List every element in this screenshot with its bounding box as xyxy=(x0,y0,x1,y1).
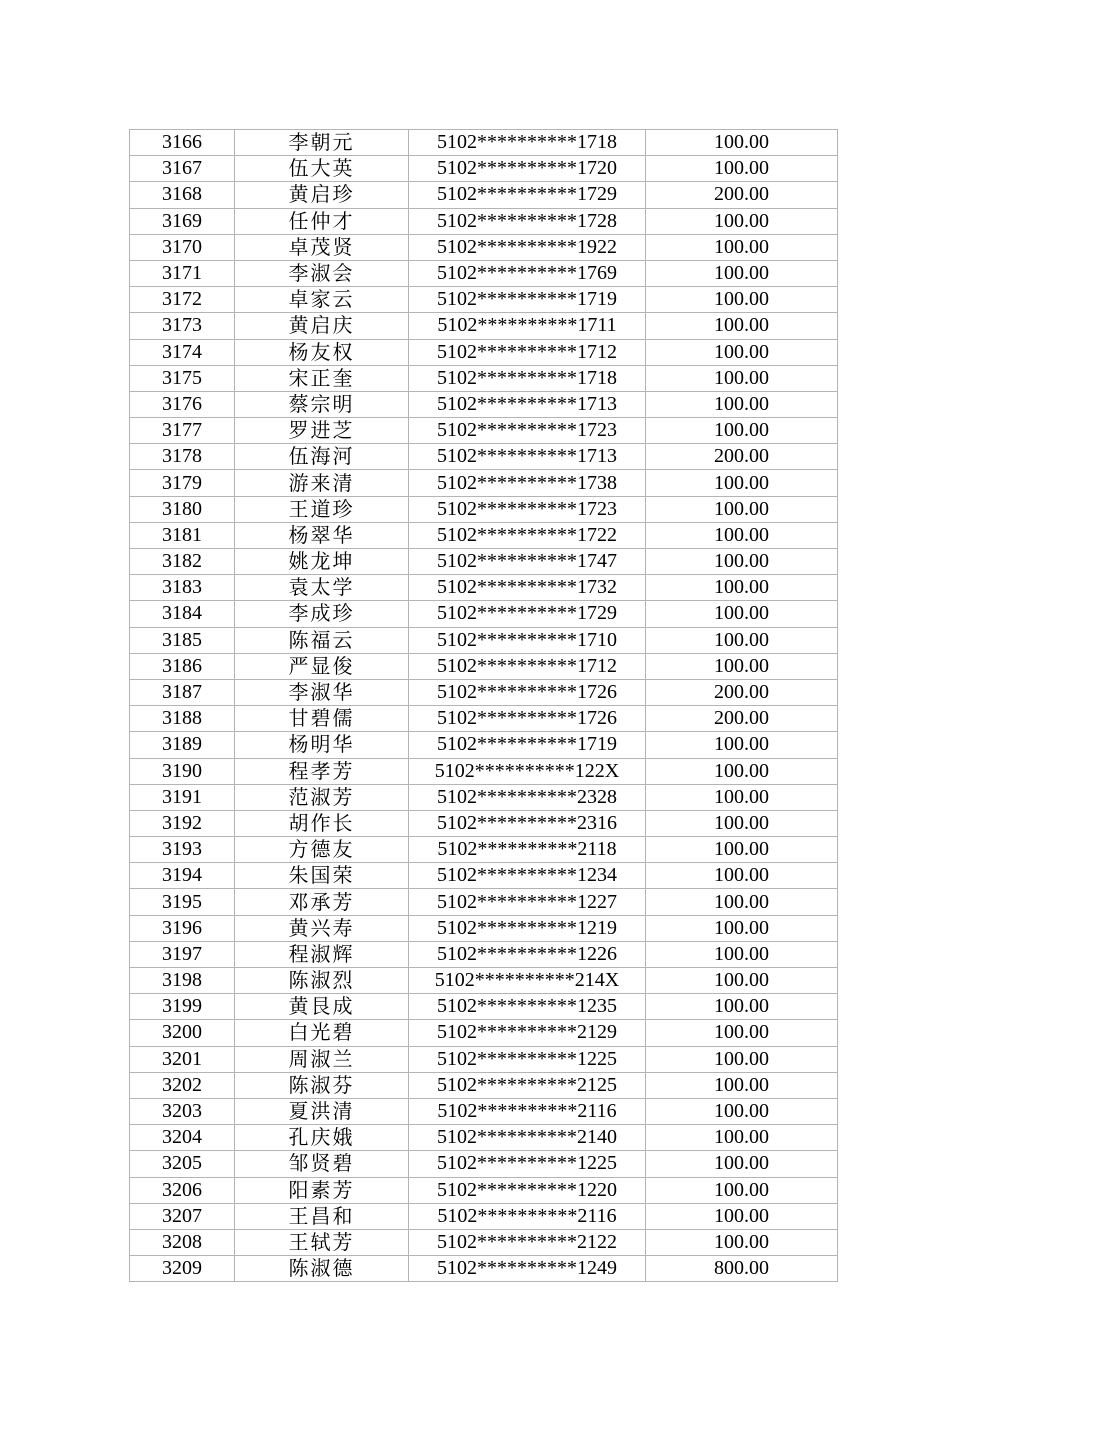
row-number-cell: 3177 xyxy=(130,418,235,444)
amount-cell: 100.00 xyxy=(646,810,838,836)
row-number-cell: 3189 xyxy=(130,732,235,758)
row-number-cell: 3172 xyxy=(130,287,235,313)
row-number-cell: 3196 xyxy=(130,915,235,941)
id-number-cell: 5102**********2316 xyxy=(409,810,646,836)
name-cell: 王轼芳 xyxy=(235,1229,409,1255)
table-row xyxy=(130,837,838,863)
id-number-cell: 5102**********1729 xyxy=(409,182,646,208)
id-number-cell: 5102**********1227 xyxy=(409,889,646,915)
name-cell: 黄兴寿 xyxy=(235,915,409,941)
amount-cell: 100.00 xyxy=(646,915,838,941)
id-number-cell: 5102**********2122 xyxy=(409,1229,646,1255)
row-number-cell: 3192 xyxy=(130,810,235,836)
table-row xyxy=(130,889,838,915)
id-number-cell: 5102**********1249 xyxy=(409,1256,646,1282)
name-cell: 邓承芳 xyxy=(235,889,409,915)
table-row xyxy=(130,130,838,156)
amount-cell: 200.00 xyxy=(646,444,838,470)
id-number-cell: 5102**********2328 xyxy=(409,784,646,810)
id-number-cell: 5102**********1219 xyxy=(409,915,646,941)
row-number-cell: 3168 xyxy=(130,182,235,208)
row-number-cell: 3197 xyxy=(130,941,235,967)
amount-cell: 100.00 xyxy=(646,496,838,522)
table-row xyxy=(130,1046,838,1072)
amount-cell: 100.00 xyxy=(646,627,838,653)
amount-cell: 100.00 xyxy=(646,575,838,601)
row-number-cell: 3202 xyxy=(130,1072,235,1098)
row-number-cell: 3175 xyxy=(130,365,235,391)
id-number-cell: 5102**********1732 xyxy=(409,575,646,601)
id-number-cell: 5102**********122X xyxy=(409,758,646,784)
amount-cell: 100.00 xyxy=(646,1151,838,1177)
row-number-cell: 3207 xyxy=(130,1203,235,1229)
table-row xyxy=(130,810,838,836)
id-number-cell: 5102**********2116 xyxy=(409,1098,646,1124)
id-number-cell: 5102**********2129 xyxy=(409,1020,646,1046)
table-row xyxy=(130,365,838,391)
name-cell: 黄启珍 xyxy=(235,182,409,208)
row-number-cell: 3187 xyxy=(130,679,235,705)
name-cell: 伍海河 xyxy=(235,444,409,470)
amount-cell: 100.00 xyxy=(646,1125,838,1151)
row-number-cell: 3206 xyxy=(130,1177,235,1203)
id-number-cell: 5102**********1729 xyxy=(409,601,646,627)
amount-cell: 100.00 xyxy=(646,1177,838,1203)
row-number-cell: 3199 xyxy=(130,994,235,1020)
table-row xyxy=(130,1203,838,1229)
row-number-cell: 3191 xyxy=(130,784,235,810)
name-cell: 李淑会 xyxy=(235,260,409,286)
row-number-cell: 3179 xyxy=(130,470,235,496)
name-cell: 李朝元 xyxy=(235,130,409,156)
name-cell: 任仲才 xyxy=(235,208,409,234)
name-cell: 李成珍 xyxy=(235,601,409,627)
amount-cell: 100.00 xyxy=(646,287,838,313)
table-row xyxy=(130,601,838,627)
table-row xyxy=(130,339,838,365)
name-cell: 陈淑烈 xyxy=(235,968,409,994)
row-number-cell: 3167 xyxy=(130,156,235,182)
name-cell: 杨翠华 xyxy=(235,522,409,548)
table-row xyxy=(130,1177,838,1203)
name-cell: 袁太学 xyxy=(235,575,409,601)
id-number-cell: 5102**********1712 xyxy=(409,653,646,679)
row-number-cell: 3200 xyxy=(130,1020,235,1046)
amount-cell: 100.00 xyxy=(646,208,838,234)
row-number-cell: 3208 xyxy=(130,1229,235,1255)
table-row xyxy=(130,679,838,705)
id-number-cell: 5102**********1723 xyxy=(409,496,646,522)
id-number-cell: 5102**********1710 xyxy=(409,627,646,653)
amount-cell: 100.00 xyxy=(646,863,838,889)
name-cell: 夏洪清 xyxy=(235,1098,409,1124)
id-number-cell: 5102**********1226 xyxy=(409,941,646,967)
amount-cell: 100.00 xyxy=(646,391,838,417)
name-cell: 黄艮成 xyxy=(235,994,409,1020)
table-row xyxy=(130,575,838,601)
row-number-cell: 3180 xyxy=(130,496,235,522)
id-number-cell: 5102**********1747 xyxy=(409,549,646,575)
data-table xyxy=(129,129,838,1282)
name-cell: 王道珍 xyxy=(235,496,409,522)
id-number-cell: 5102**********1712 xyxy=(409,339,646,365)
table-row xyxy=(130,444,838,470)
row-number-cell: 3181 xyxy=(130,522,235,548)
id-number-cell: 5102**********2140 xyxy=(409,1125,646,1151)
row-number-cell: 3194 xyxy=(130,863,235,889)
amount-cell: 100.00 xyxy=(646,470,838,496)
amount-cell: 100.00 xyxy=(646,1098,838,1124)
amount-cell: 100.00 xyxy=(646,522,838,548)
amount-cell: 100.00 xyxy=(646,941,838,967)
amount-cell: 100.00 xyxy=(646,418,838,444)
name-cell: 陈淑芬 xyxy=(235,1072,409,1098)
name-cell: 杨友权 xyxy=(235,339,409,365)
id-number-cell: 5102**********1719 xyxy=(409,732,646,758)
id-number-cell: 5102**********1728 xyxy=(409,208,646,234)
row-number-cell: 3193 xyxy=(130,837,235,863)
amount-cell: 100.00 xyxy=(646,234,838,260)
name-cell: 姚龙坤 xyxy=(235,549,409,575)
amount-cell: 100.00 xyxy=(646,260,838,286)
id-number-cell: 5102**********1722 xyxy=(409,522,646,548)
row-number-cell: 3174 xyxy=(130,339,235,365)
amount-cell: 100.00 xyxy=(646,1203,838,1229)
name-cell: 游来清 xyxy=(235,470,409,496)
row-number-cell: 3190 xyxy=(130,758,235,784)
amount-cell: 200.00 xyxy=(646,706,838,732)
amount-cell: 100.00 xyxy=(646,365,838,391)
table-row xyxy=(130,994,838,1020)
table-row xyxy=(130,941,838,967)
table-row xyxy=(130,627,838,653)
name-cell: 卓家云 xyxy=(235,287,409,313)
id-number-cell: 5102**********1718 xyxy=(409,365,646,391)
row-number-cell: 3201 xyxy=(130,1046,235,1072)
table-row xyxy=(130,653,838,679)
amount-cell: 100.00 xyxy=(646,837,838,863)
amount-cell: 100.00 xyxy=(646,130,838,156)
id-number-cell: 5102**********1711 xyxy=(409,313,646,339)
name-cell: 陈福云 xyxy=(235,627,409,653)
name-cell: 范淑芳 xyxy=(235,784,409,810)
name-cell: 阳素芳 xyxy=(235,1177,409,1203)
name-cell: 程孝芳 xyxy=(235,758,409,784)
table-body xyxy=(130,130,838,1282)
id-number-cell: 5102**********1235 xyxy=(409,994,646,1020)
row-number-cell: 3166 xyxy=(130,130,235,156)
table-row xyxy=(130,1098,838,1124)
name-cell: 严显俊 xyxy=(235,653,409,679)
id-number-cell: 5102**********1723 xyxy=(409,418,646,444)
row-number-cell: 3171 xyxy=(130,260,235,286)
name-cell: 陈淑德 xyxy=(235,1256,409,1282)
id-number-cell: 5102**********1234 xyxy=(409,863,646,889)
table-row xyxy=(130,1125,838,1151)
row-number-cell: 3198 xyxy=(130,968,235,994)
amount-cell: 100.00 xyxy=(646,1072,838,1098)
row-number-cell: 3195 xyxy=(130,889,235,915)
name-cell: 黄启庆 xyxy=(235,313,409,339)
row-number-cell: 3209 xyxy=(130,1256,235,1282)
amount-cell: 100.00 xyxy=(646,889,838,915)
table-row xyxy=(130,915,838,941)
id-number-cell: 5102**********1720 xyxy=(409,156,646,182)
row-number-cell: 3188 xyxy=(130,706,235,732)
name-cell: 程淑辉 xyxy=(235,941,409,967)
table-row xyxy=(130,549,838,575)
row-number-cell: 3185 xyxy=(130,627,235,653)
table-row xyxy=(130,522,838,548)
table-row xyxy=(130,758,838,784)
row-number-cell: 3186 xyxy=(130,653,235,679)
table-row xyxy=(130,391,838,417)
table-row xyxy=(130,156,838,182)
amount-cell: 100.00 xyxy=(646,994,838,1020)
amount-cell: 100.00 xyxy=(646,732,838,758)
name-cell: 李淑华 xyxy=(235,679,409,705)
name-cell: 白光碧 xyxy=(235,1020,409,1046)
table-row xyxy=(130,260,838,286)
row-number-cell: 3203 xyxy=(130,1098,235,1124)
table-row xyxy=(130,784,838,810)
id-number-cell: 5102**********1726 xyxy=(409,679,646,705)
amount-cell: 100.00 xyxy=(646,968,838,994)
table-row xyxy=(130,732,838,758)
amount-cell: 200.00 xyxy=(646,679,838,705)
name-cell: 王昌和 xyxy=(235,1203,409,1229)
amount-cell: 100.00 xyxy=(646,339,838,365)
row-number-cell: 3205 xyxy=(130,1151,235,1177)
name-cell: 胡作长 xyxy=(235,810,409,836)
id-number-cell: 5102**********1220 xyxy=(409,1177,646,1203)
row-number-cell: 3169 xyxy=(130,208,235,234)
id-number-cell: 5102**********214X xyxy=(409,968,646,994)
id-number-cell: 5102**********1225 xyxy=(409,1046,646,1072)
row-number-cell: 3184 xyxy=(130,601,235,627)
id-number-cell: 5102**********1922 xyxy=(409,234,646,260)
row-number-cell: 3173 xyxy=(130,313,235,339)
id-number-cell: 5102**********1738 xyxy=(409,470,646,496)
row-number-cell: 3182 xyxy=(130,549,235,575)
table-row xyxy=(130,234,838,260)
name-cell: 卓茂贤 xyxy=(235,234,409,260)
table-row xyxy=(130,1256,838,1282)
amount-cell: 100.00 xyxy=(646,601,838,627)
name-cell: 伍大英 xyxy=(235,156,409,182)
table-row xyxy=(130,208,838,234)
id-number-cell: 5102**********1719 xyxy=(409,287,646,313)
name-cell: 邹贤碧 xyxy=(235,1151,409,1177)
table-row xyxy=(130,496,838,522)
name-cell: 甘碧儒 xyxy=(235,706,409,732)
table-row xyxy=(130,287,838,313)
name-cell: 周淑兰 xyxy=(235,1046,409,1072)
name-cell: 罗进芝 xyxy=(235,418,409,444)
id-number-cell: 5102**********2118 xyxy=(409,837,646,863)
table-row xyxy=(130,418,838,444)
id-number-cell: 5102**********1713 xyxy=(409,391,646,417)
name-cell: 宋正奎 xyxy=(235,365,409,391)
id-number-cell: 5102**********1225 xyxy=(409,1151,646,1177)
id-number-cell: 5102**********1726 xyxy=(409,706,646,732)
name-cell: 杨明华 xyxy=(235,732,409,758)
table-row xyxy=(130,182,838,208)
table-row xyxy=(130,470,838,496)
table-row xyxy=(130,1151,838,1177)
amount-cell: 200.00 xyxy=(646,182,838,208)
amount-cell: 100.00 xyxy=(646,156,838,182)
table-row xyxy=(130,968,838,994)
id-number-cell: 5102**********1713 xyxy=(409,444,646,470)
row-number-cell: 3176 xyxy=(130,391,235,417)
amount-cell: 100.00 xyxy=(646,1046,838,1072)
name-cell: 蔡宗明 xyxy=(235,391,409,417)
name-cell: 孔庆娥 xyxy=(235,1125,409,1151)
table-row xyxy=(130,863,838,889)
amount-cell: 100.00 xyxy=(646,758,838,784)
name-cell: 朱国荣 xyxy=(235,863,409,889)
amount-cell: 100.00 xyxy=(646,653,838,679)
amount-cell: 100.00 xyxy=(646,1020,838,1046)
name-cell: 方德友 xyxy=(235,837,409,863)
amount-cell: 100.00 xyxy=(646,1229,838,1255)
id-number-cell: 5102**********1718 xyxy=(409,130,646,156)
amount-cell: 100.00 xyxy=(646,549,838,575)
amount-cell: 100.00 xyxy=(646,784,838,810)
table-row xyxy=(130,1229,838,1255)
table-row xyxy=(130,313,838,339)
id-number-cell: 5102**********2125 xyxy=(409,1072,646,1098)
row-number-cell: 3183 xyxy=(130,575,235,601)
row-number-cell: 3170 xyxy=(130,234,235,260)
table-row xyxy=(130,1020,838,1046)
amount-cell: 800.00 xyxy=(646,1256,838,1282)
id-number-cell: 5102**********1769 xyxy=(409,260,646,286)
row-number-cell: 3204 xyxy=(130,1125,235,1151)
id-number-cell: 5102**********2116 xyxy=(409,1203,646,1229)
amount-cell: 100.00 xyxy=(646,313,838,339)
row-number-cell: 3178 xyxy=(130,444,235,470)
table-row xyxy=(130,706,838,732)
table-row xyxy=(130,1072,838,1098)
